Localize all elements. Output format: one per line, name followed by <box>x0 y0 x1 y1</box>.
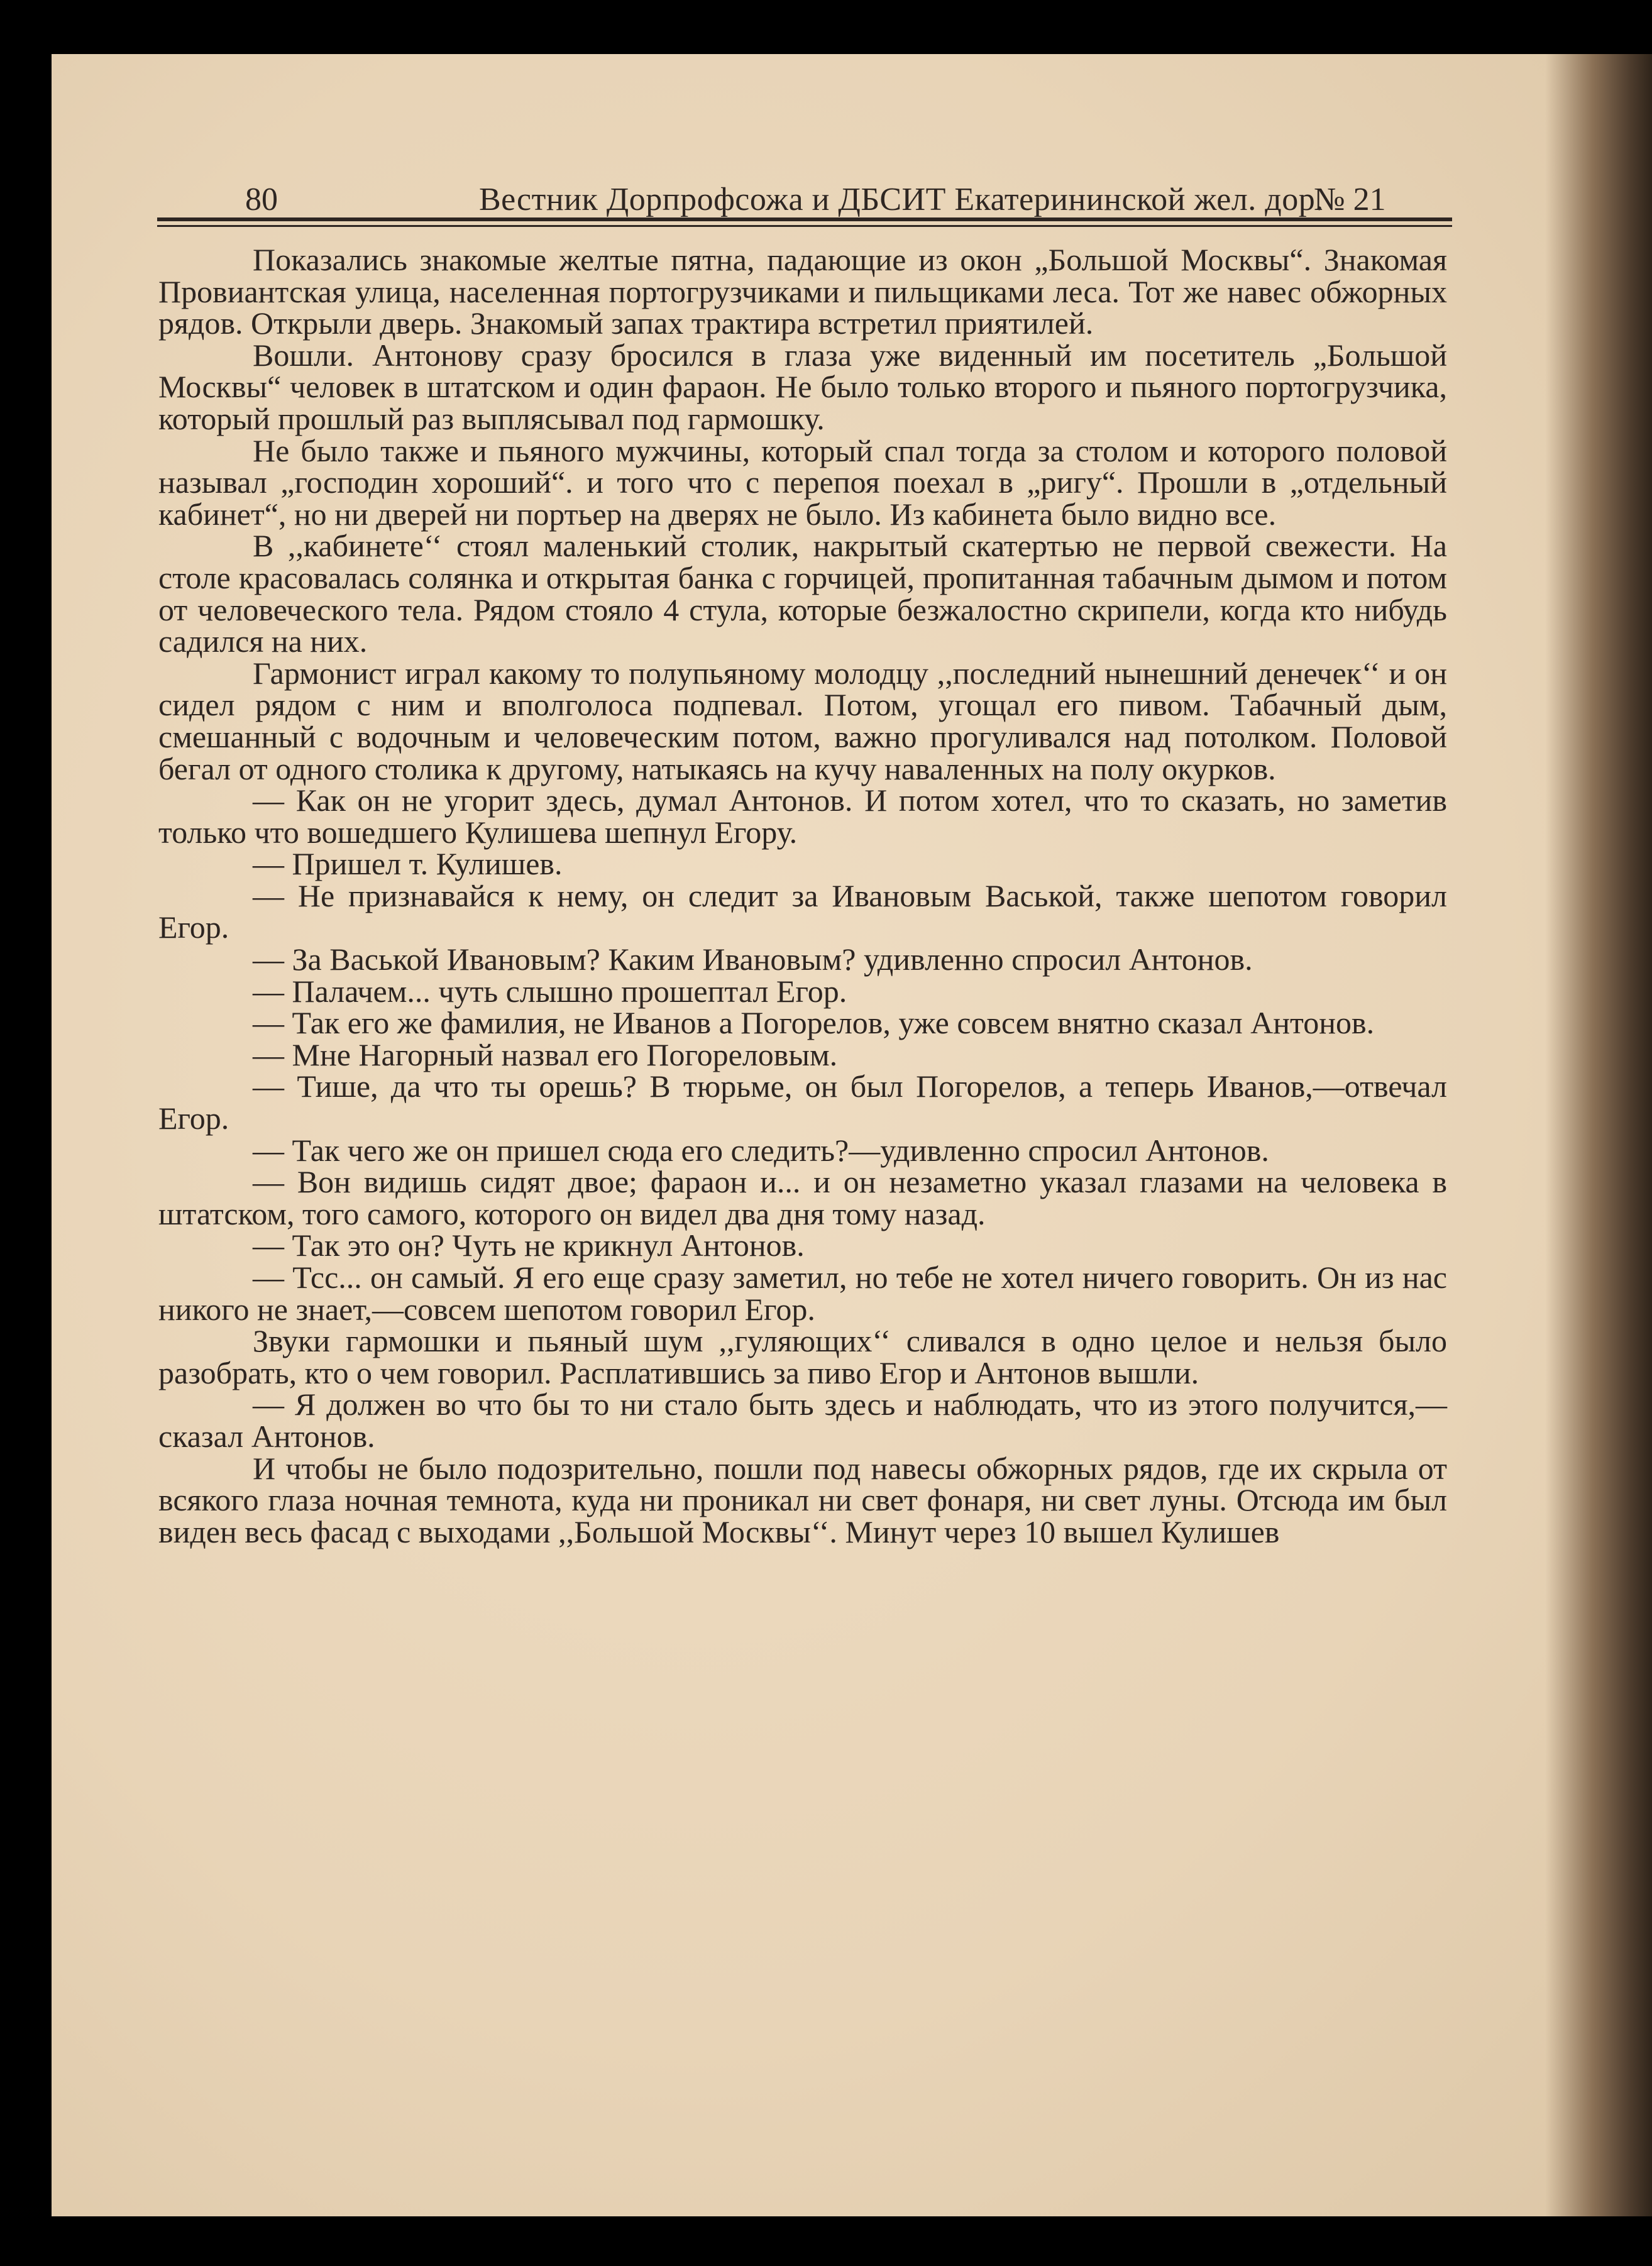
dialogue-line: — Вон видишь сидят двое; фараон и... и он незаметно указал глазами на человека в штатском, того самого, которого он видел два дня тому назад. <box>158 1164 1447 1231</box>
paragraph: Гармонист играл какому то полупьяному молодцу ,,последний нынешний денечек‘‘ и он сидел рядом с ним и вполголоса подпевал. Потом, угощал его пивом. Табачный дым, смешанный с водочным и человеческим потом, важно прогуливался над потолком. Половой бегал от одного столика к другому, натыкаясь на кучу наваленных на полу окурков. <box>158 655 1447 786</box>
paragraph: Вошли. Антонову сразу бросился в глаза уже виденный им посетитель „Большой Москвы“ человек в штатском и один фараон. Не было только второго и пьяного портогрузчика, который прошлый раз выплясывал под гармошку. <box>158 337 1447 436</box>
header-rule-thick <box>157 217 1452 221</box>
paragraph: Не было также и пьяного мужчины, который спал тогда за столом и которого половой называл „господин хороший“. и того что с перепоя поехал в „ригу“. Прошли в „отдельный кабинет“, но ни дверей ни портьер на дверях не было. Из кабинета было видно все. <box>158 432 1447 532</box>
article-body <box>158 244 1447 1548</box>
dialogue-line: — Так его же фамилия, не Иванов а Погорелов, уже совсем внятно сказал Антонов. <box>253 1005 1375 1041</box>
issue-number: № 21 <box>1314 182 1386 217</box>
dialogue-line: — За Васькой Ивановым? Каким Ивановым? удивленно спросил Антонов. <box>253 942 1253 977</box>
dialogue-line: — Палачем... чуть слышно прошептал Егор. <box>253 973 847 1009</box>
page-header <box>157 123 1452 217</box>
dialogue-line: — Тише, да что ты орешь? В тюрьме, он был Погорелов, а теперь Иванов,—отвечал Егор. <box>158 1069 1447 1136</box>
dialogue-line: — Пришел т. Кулишев. <box>253 846 563 882</box>
running-title: Вестник Дорпрофсожа и ДБСИТ Екатерининской жел. дор. <box>479 182 1324 217</box>
page-number: 80 <box>245 182 278 217</box>
book-spine-shadow <box>1545 54 1652 2216</box>
dialogue-line: — Не признавайся к нему, он следит за Ивановым Васькой, также шепотом говорил Егор. <box>158 877 1447 945</box>
paragraph: Звуки гармошки и пьяный шум ,,гуляющих‘‘ сливался в одно целое и нельзя было разобрать, кто о чем говорил. Расплатившись за пиво Егор и Антонов вышли. <box>158 1323 1447 1390</box>
dialogue-line: — Так чего же он пришел сюда его следить?—удивленно спросил Антонов. <box>253 1132 1269 1168</box>
dialogue-line: — Тсс... он самый. Я его еще сразу заметил, но тебе не хотел ничего говорить. Он из нас никого не знает,—совсем шепотом говорил Егор. <box>158 1260 1447 1327</box>
dialogue-line: — Я должен во что бы то ни стало быть здесь и наблюдать, что из этого получится,—сказал Антонов. <box>158 1387 1447 1454</box>
dialogue-line: — Мне Нагорный назвал его Погореловым. <box>253 1037 838 1072</box>
paragraph: И чтобы не было подозрительно, пошли под навесы обжорных рядов, где их скрыла от всякого глаза ночная темнота, куда ни проникал ни свет фонаря, ни свет луны. Отсюда им был виден весь фасад с выходами ,,Большой Москвы‘‘. Минут через 10 вышел Кулишев <box>158 1450 1447 1549</box>
dialogue-line: — Так это он? Чуть не крикнул Антонов. <box>253 1228 805 1263</box>
header-rule-thin <box>157 225 1452 227</box>
paragraph: Показались знакомые желтые пятна, падающие из окон „Большой Москвы“. Знакомая Провиантская улица, населенная портогрузчиками и пильщиками леса. Тот же навес обжорных рядов. Открыли дверь. Знакомый запах трактира встретил приятилей. <box>158 242 1447 341</box>
paragraph: В ,,кабинете‘‘ стоял маленький столик, накрытый скатертью не первой свежести. На столе красовалась солянка и открытая банка с горчицей, пропитанная табачным дымом и потом от человеческого тела. Рядом стояло 4 стула, которые безжалостно скрипели, когда кто нибудь садился на них. <box>158 528 1447 659</box>
dialogue-line: — Как он не угорит здесь, думал Антонов. И потом хотел, что то сказать, но заметив только что вошедшего Кулишева шепнул Егору. <box>158 783 1447 850</box>
